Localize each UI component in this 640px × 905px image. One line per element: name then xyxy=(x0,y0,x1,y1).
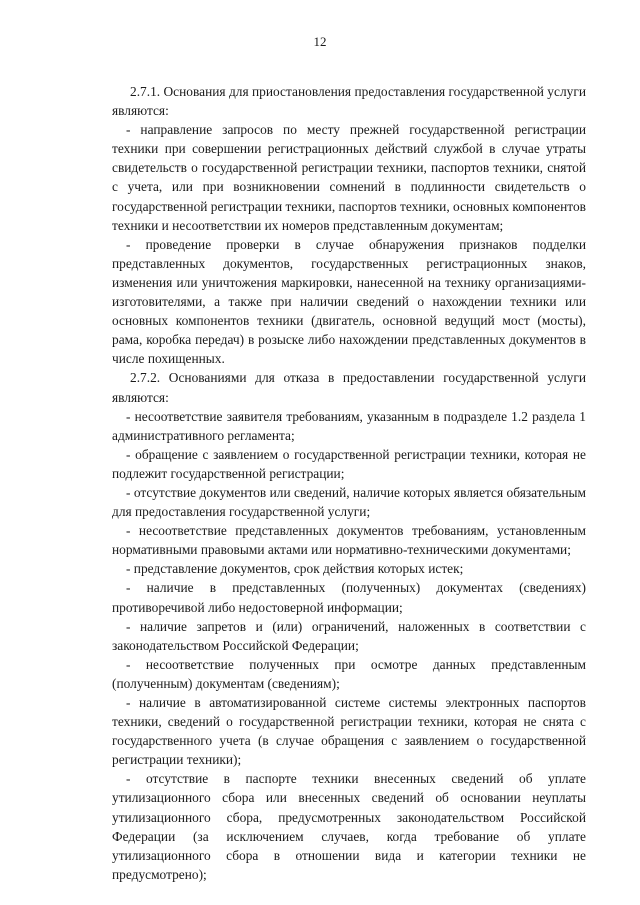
document-body xyxy=(112,82,586,884)
page-number: 12 xyxy=(313,34,327,49)
list-item: - несоответствие заявителя требованиям, указанным в подразделе 1.2 раздела 1 административного регламента; xyxy=(112,408,586,443)
section-2-7-2-heading: 2.7.2. Основаниями для отказа в предоставлении государственной услуги являются: xyxy=(112,370,586,405)
list-item: - отсутствие документов или сведений, наличие которых является обязательным для предоставления государственной услуги; xyxy=(112,484,586,520)
list-item: - наличие в автоматизированной системе системы электронных паспортов техники, сведений о государственной регистрации техники, которая не снята с государственного учета (в случае обращения с заявлением о государственной регистрации техники); xyxy=(112,695,586,768)
list-item: - наличие запретов и (или) ограничений, наложенных в соответствии с законодательством Российской Федерации; xyxy=(112,618,586,653)
list-item: - проведение проверки в случае обнаружения признаков подделки представленных документов, государственных регистрационных знаков, изменения или уничтожения маркировки, нанесенной на технику организациями-изготовителями, а также при наличии сведений о нахождении техники или основных компонентов техники (двигатель, основной ведущий мост (мосты), рама, коробка передач) в розыске либо нахождении представленных документов в числе похищенных. xyxy=(112,236,586,367)
list-item: - отсутствие в паспорте техники внесенных сведений об уплате утилизационного сбора или внесенных сведений об основании неуплаты утилизационного сбора, предусмотренных законодательством Российской Федерации (за исключением случаев, когда требование об уплате утилизационного сбора в отношении вида и категории техники не предусмотрено); xyxy=(112,771,586,882)
list-item: - обращение с заявлением о государственной регистрации техники, которая не подлежит государственной регистрации; xyxy=(112,446,586,481)
list-item: - наличие в представленных (полученных) документах (сведениях) противоречивой либо недостоверной информации; xyxy=(112,580,586,615)
list-item: - направление запросов по месту прежней государственной регистрации техники при совершении регистрационных действий службой в случае утраты свидетельств о государственной регистрации техники, паспортов техники, снятой с учета, или при возникновении сомнений в подлинности свидетельств о государственной регистрации техники, паспортов техники, основных компонентов техники и несоответствии их номеров представленным документам; xyxy=(112,122,586,233)
list-item: - несоответствие полученных при осмотре данных представленным (полученным) документам (сведениям); xyxy=(112,656,586,691)
list-item: - представление документов, срок действия которых истек; xyxy=(126,561,464,577)
section-2-7-1-heading: 2.7.1. Основания для приостановления предоставления государственной услуги являются: xyxy=(112,84,586,119)
list-item: - несоответствие представленных документов требованиям, установленным нормативными правовыми актами или нормативно-техническими документами; xyxy=(112,523,586,558)
